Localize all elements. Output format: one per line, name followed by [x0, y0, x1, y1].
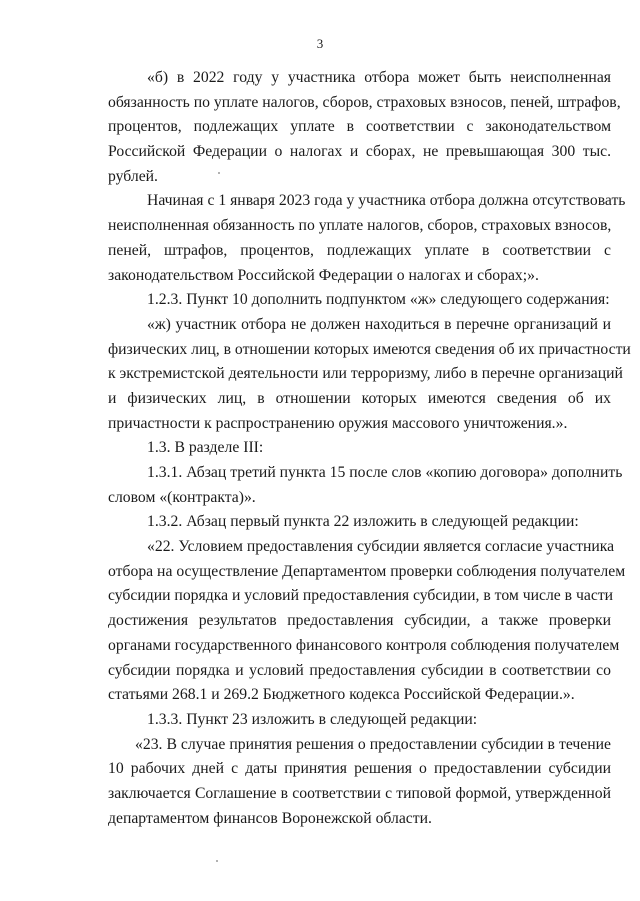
page-number: 3 — [316, 36, 324, 51]
text-line: 1.3.1. Абзац третий пункта 15 после слов «копию договора» дополнить — [147, 464, 623, 481]
text-line: 1.3. В разделе III: — [147, 439, 264, 457]
text-line: субсидии порядка и условий предоставления субсидии в соответствии со — [108, 661, 611, 679]
text-line: отбора на осуществление Департаментом проверки соблюдения получателем — [108, 562, 626, 580]
text-line: законодательством Российской Федерации о налогах и сборах;». — [108, 266, 539, 284]
scan-speck — [216, 860, 218, 862]
scan-speck — [218, 172, 220, 174]
text-line: 10 рабочих дней с даты принятия решения о предоставлении субсидии — [108, 760, 611, 778]
text-line: пеней, штрафов, процентов, подлежащих уплате в соответствии с — [108, 241, 611, 259]
text-line: Российской Федерации о налогах и сборах, не превышающая 300 тыс. — [108, 143, 611, 161]
text-line: «ж) участник отбора не должен находиться в перечне организаций и — [147, 315, 611, 333]
document-body — [108, 66, 631, 831]
text-line: статьями 268.1 и 269.2 Бюджетного кодекса Российской Федерации.». — [108, 686, 575, 704]
text-line: 1.2.3. Пункт 10 дополнить подпунктом «ж» следующего содержания: — [147, 291, 610, 309]
text-line: органами государственного финансового контроля соблюдения получателем — [108, 636, 620, 654]
text-line: 1.3.3. Пункт 23 изложить в следующей редакции: — [147, 710, 478, 728]
text-line: 1.3.2. Абзац первый пункта 22 изложить в следующей редакции: — [147, 513, 579, 531]
text-line: субсидии порядка и условий предоставления субсидии, в том числе в части — [108, 587, 614, 605]
text-line: «23. В случае принятия решения о предоставлении субсидии в течение — [135, 735, 611, 753]
text-line: достижения результатов предоставления субсидии, а также проверки — [108, 612, 611, 630]
text-line: Начиная с 1 января 2023 года у участника отбора должна отсутствовать — [147, 192, 626, 210]
text-line: обязанность по уплате налогов, сборов, страховых взносов, пеней, штрафов, — [108, 93, 621, 111]
text-line: «б) в 2022 году у участника отбора может быть неисполненная — [147, 69, 611, 86]
text-line: физических лиц, в отношении которых имеются сведения об их причастности — [108, 340, 631, 358]
text-line: к экстремистской деятельности или терроризму, либо в перечне организаций — [108, 365, 623, 383]
text-line: причастности к распространению оружия массового уничтожения.». — [108, 414, 568, 432]
text-line: и физических лиц, в отношении которых имеются сведения об их — [108, 389, 611, 407]
text-line: «22. Условием предоставления субсидии является согласие участника — [147, 538, 615, 556]
text-line: рублей. — [108, 167, 158, 185]
text-line: процентов, подлежащих уплате в соответствии с законодательством — [108, 118, 611, 136]
text-line: заключается Соглашение в соответствии с типовой формой, утвержденной — [108, 784, 611, 802]
text-line: неисполненная обязанность по уплате налогов, сборов, страховых взносов, — [108, 217, 612, 235]
text-line: словом «(контракта)». — [108, 488, 256, 506]
text-line: департаментом финансов Воронежской области. — [108, 809, 432, 827]
